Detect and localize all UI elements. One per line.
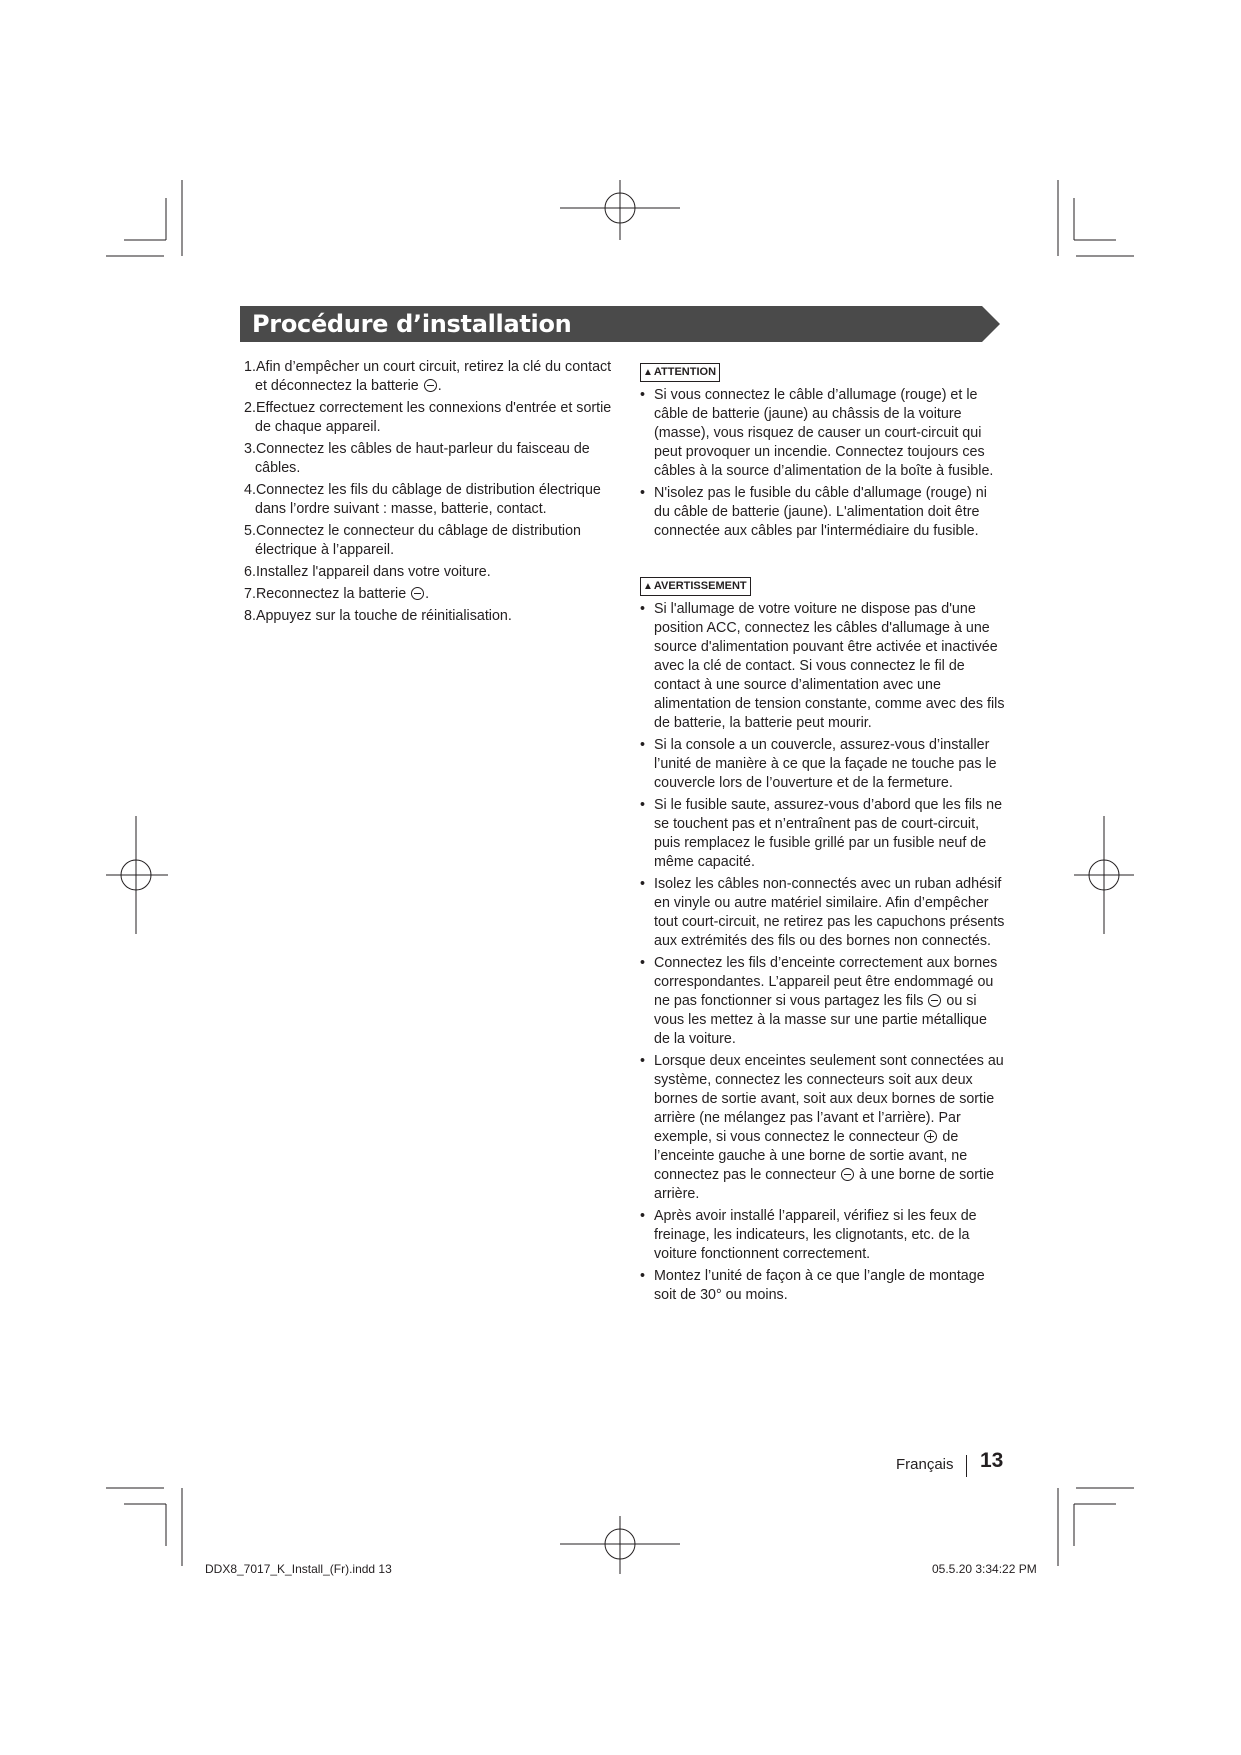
minus-symbol-icon (841, 1168, 854, 1181)
step-text: Connectez les câbles de haut-parleur du faisceau de câbles. (255, 441, 590, 476)
bullet-text-end: ou si vous les mettez à la masse sur une partie métallique de la voiture. (654, 993, 987, 1047)
step-text: Installez l'appareil dans votre voiture. (255, 564, 491, 580)
step-number: 7. (244, 586, 256, 602)
slug-filename: DDX8_7017_K_Install_(Fr).indd 13 (205, 1562, 392, 1576)
bullet-dot-icon: • (640, 876, 646, 892)
warning-triangle-icon: ▲ (643, 367, 653, 378)
step-number: 4. (244, 482, 256, 498)
warning-bullet (640, 1207, 1006, 1264)
warning-bullet (640, 600, 1006, 733)
bullet-text: Après avoir installé l’appareil, vérifiez si les feux de freinage, les indicateurs, les clignotants, etc. de la voiture fonctionnent correctement. (654, 1208, 977, 1262)
bullet-text: Lorsque deux enceintes seulement sont connectées au système, connectez les connecteurs soit aux deux bornes de sortie avant, soit aux deux bornes de sortie arrière (ne mélangez pas l’avant et l’arrière). Par exemple, si vous connectez le connecteur (654, 1053, 1004, 1145)
step-item (244, 399, 614, 437)
warning-bullet (640, 736, 1006, 793)
step-text: Effectuez correctement les connexions d'entrée et sortie de chaque appareil. (255, 400, 612, 435)
attention-badge (640, 363, 720, 382)
warning-bullet (640, 796, 1006, 872)
bullet-text: Si l'allumage de votre voiture ne dispose pas d'une position ACC, connectez les câbles d'allumage à une source d'alimentation pouvant être activée et inactivée avec la clé de contact. Si vous connectez le fil de contact à une source d’alimentation avec une alimentation de tension constante, comme avec des fils de batterie, la batterie peut mourir. (654, 601, 1005, 731)
minus-symbol-icon (424, 379, 437, 392)
bullet-dot-icon: • (640, 601, 646, 617)
bullet-text-mid: de l’enceinte gauche à une borne de sortie avant, ne connectez pas le connecteur (654, 1129, 968, 1183)
step-item (244, 607, 614, 626)
bullet-dot-icon: • (640, 1208, 646, 1224)
warning-bullet (640, 875, 1006, 951)
step-number: 2. (244, 400, 256, 416)
page-number: 13 (980, 1449, 1004, 1472)
warning-label: AVERTISSEMENT (653, 580, 747, 592)
page-title: Procédure d’installation (252, 310, 572, 338)
bullet-dot-icon: • (640, 955, 646, 971)
step-item (244, 522, 614, 560)
step-item (244, 563, 614, 582)
bullet-dot-icon: • (640, 737, 646, 753)
warning-bullet (640, 1267, 1006, 1305)
step-item (244, 440, 614, 478)
step-text-end: . (425, 586, 430, 602)
bullet-text-end: à une borne de sortie arrière. (654, 1167, 995, 1202)
section-header (240, 306, 1000, 342)
bullet-text: Si vous connectez le câble d’allumage (rouge) et le câble de batterie (jaune) au châssis de la voiture (masse), vous risquez de causer un court-circuit qui peut provoquer un incendie. Connectez toujours ces câbles à la source d’alimentation de la boîte à fusible. (654, 387, 994, 479)
footer-divider (966, 1455, 967, 1477)
bullet-dot-icon: • (640, 1053, 646, 1069)
step-text-end: . (437, 378, 442, 394)
warning-bullet (640, 1052, 1006, 1204)
bullet-dot-icon: • (640, 387, 646, 403)
plus-symbol-icon (924, 1130, 937, 1143)
minus-symbol-icon (928, 994, 941, 1007)
bullet-text: Montez l’unité de façon à ce que l’angle de montage soit de 30° ou moins. (654, 1268, 985, 1303)
bullet-text: Si le fusible saute, assurez-vous d’abord que les fils ne se touchent pas et n’entraînent pas de court-circuit, puis remplacez le fusible grillé par un fusible neuf de même capacité. (654, 797, 1003, 870)
attention-bullet (640, 386, 1006, 481)
step-number: 6. (244, 564, 256, 580)
step-text: Reconnectez la batterie (255, 586, 411, 602)
step-text: Connectez les fils du câblage de distribution électrique dans l’ordre suivant : masse, batterie, contact. (255, 482, 601, 517)
footer-language: Français (896, 1456, 954, 1473)
bullet-dot-icon: • (640, 485, 646, 501)
warning-bullet (640, 954, 1006, 1049)
warning-badge (640, 577, 751, 596)
step-number: 8. (244, 608, 256, 624)
attention-bullet (640, 484, 1006, 541)
slug-timestamp: 05.5.20 3:34:22 PM (932, 1562, 1037, 1576)
step-item (244, 481, 614, 519)
cautions-column (640, 362, 1006, 1308)
bullet-text: Isolez les câbles non-connectés avec un ruban adhésif en vinyle ou autre matériel similaire. Afin d’empêcher tout court-circuit, ne retirez pas les capuchons présents aux extrémités des fils ou des bornes non connectés. (654, 876, 1005, 949)
bullet-dot-icon: • (640, 1268, 646, 1284)
bullet-text: Connectez les fils d’enceinte correctement aux bornes correspondantes. L’appareil peut être endommagé ou ne pas fonctionner si vous partagez les fils (654, 955, 998, 1009)
step-number: 5. (244, 523, 256, 539)
step-number: 3. (244, 441, 256, 457)
bullet-text: Si la console a un couvercle, assurez-vous d’installer l’unité de manière à ce que la façade ne touche pas le couvercle lors de l’ouverture et de la fermeture. (654, 737, 997, 791)
bullet-text: N'isolez pas le fusible du câble d'allumage (rouge) ni du câble de batterie (jaune). L'alimentation doit être connectée aux câbles par l'intermédiaire du fusible. (654, 485, 987, 539)
minus-symbol-icon (411, 587, 424, 600)
warning-triangle-icon: ▲ (643, 581, 653, 592)
step-text: Connectez le connecteur du câblage de distribution électrique à l’appareil. (255, 523, 582, 558)
step-number: 1. (244, 359, 256, 375)
step-item (244, 358, 614, 396)
step-text: Afin d’empêcher un court circuit, retirez la clé du contact et déconnectez la batterie (255, 359, 612, 394)
attention-label: ATTENTION (653, 366, 717, 378)
installation-steps (244, 358, 614, 629)
step-text: Appuyez sur la touche de réinitialisation. (255, 608, 512, 624)
bullet-dot-icon: • (640, 797, 646, 813)
step-item (244, 585, 614, 604)
